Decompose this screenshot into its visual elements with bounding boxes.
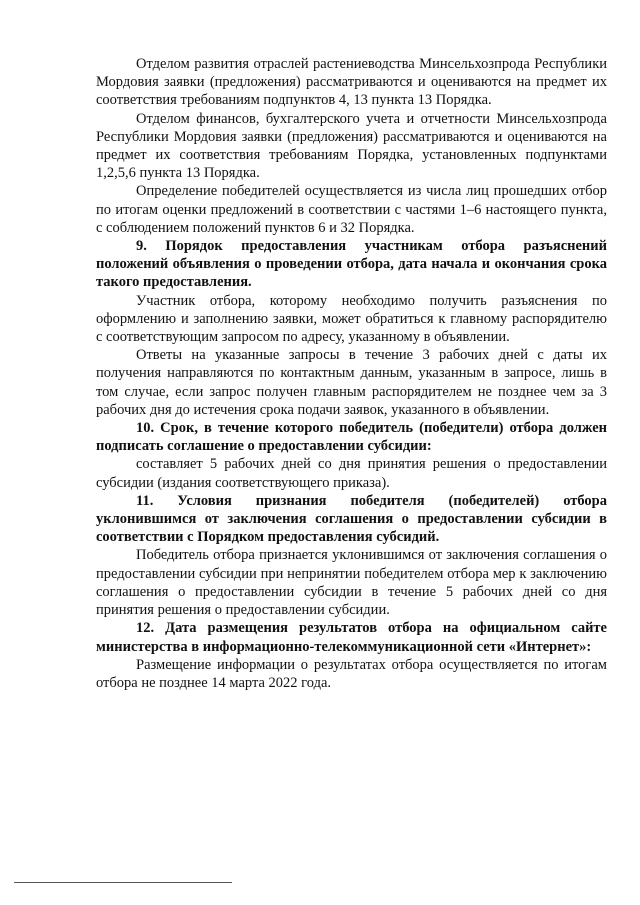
paragraph-signing-term: составляет 5 рабочих дней со дня принятия решения о предоставлении субсидии (издания соответствующего приказа). — [96, 456, 607, 491]
footer-rule — [14, 882, 232, 883]
paragraph-clarification-request: Участник отбора, которому необходимо получить разъяснения по оформлению и заполнению заявки, может обратиться к главному распорядителю с соответствующим запросом по адресу, указанному в объявлении. — [96, 292, 607, 346]
paragraph-results-publication: Размещение информации о результатах отбора осуществляется по итогам отбора не позднее 14 марта 2022 года. — [96, 656, 607, 691]
section-heading-11: 11. Условия признания победителя (победителей) отбора уклонившимся от заключения соглашения о предоставлении субсидии в соответствии с Порядком предоставления субсидий. — [96, 492, 607, 546]
paragraph-ministry-plant-dept: Отделом развития отраслей растениеводства Минсельхозпрода Республики Мордовия заявки (предложения) рассматриваются и оцениваются на предмет их соответствия требованиям подпунктов 4, 13 пункта 13 Порядка. — [96, 56, 607, 109]
paragraph-evasion-conditions: Победитель отбора признается уклонившимся от заключения соглашения о предоставлении субсидии при непринятии победителем отбора мер к заключению соглашения о предоставлении субсидии в течение 5 рабочих дней со дня принятия решения о предоставлении субсидии. — [96, 547, 607, 619]
paragraph-winner-determination: Определение победителей осуществляется из числа лиц прошедших отбор по итогам оценки предложений в соответствии с частями 1–6 настоящего пункта, с соблюдением положений пунктов 6 и 32 Порядка. — [96, 183, 607, 236]
section-heading-12: 12. Дата размещения результатов отбора на официальном сайте министерства в информационно-телекоммуникационной сети «Интернет»: — [96, 620, 607, 655]
paragraph-clarification-response: Ответы на указанные запросы в течение 3 рабочих дней с даты их получения направляются по контактным данным, указанным в запросе, лишь в том случае, если запрос получен главным распорядителем не позднее чем за 3 рабочих дня до истечения срока подачи заявок, указанного в объявлении. — [96, 347, 607, 418]
document-body — [96, 55, 607, 692]
section-heading-9: 9. Порядок предоставления участникам отбора разъяснений положений объявления о проведении отбора, дата начала и окончания срока такого предоставления. — [96, 238, 607, 291]
paragraph-finance-dept: Отделом финансов, бухгалтерского учета и отчетности Минсельхозпрода Республики Мордовия заявки (предложения) рассматриваются и оцениваются на предмет их соответствия требованиям Порядка, установленных подпунктами 1,2,5,6 пункта 13 Порядка. — [96, 110, 607, 182]
section-heading-10: 10. Срок, в течение которого победитель (победители) отбора должен подписать соглашение о предоставлении субсидии: — [96, 420, 607, 455]
